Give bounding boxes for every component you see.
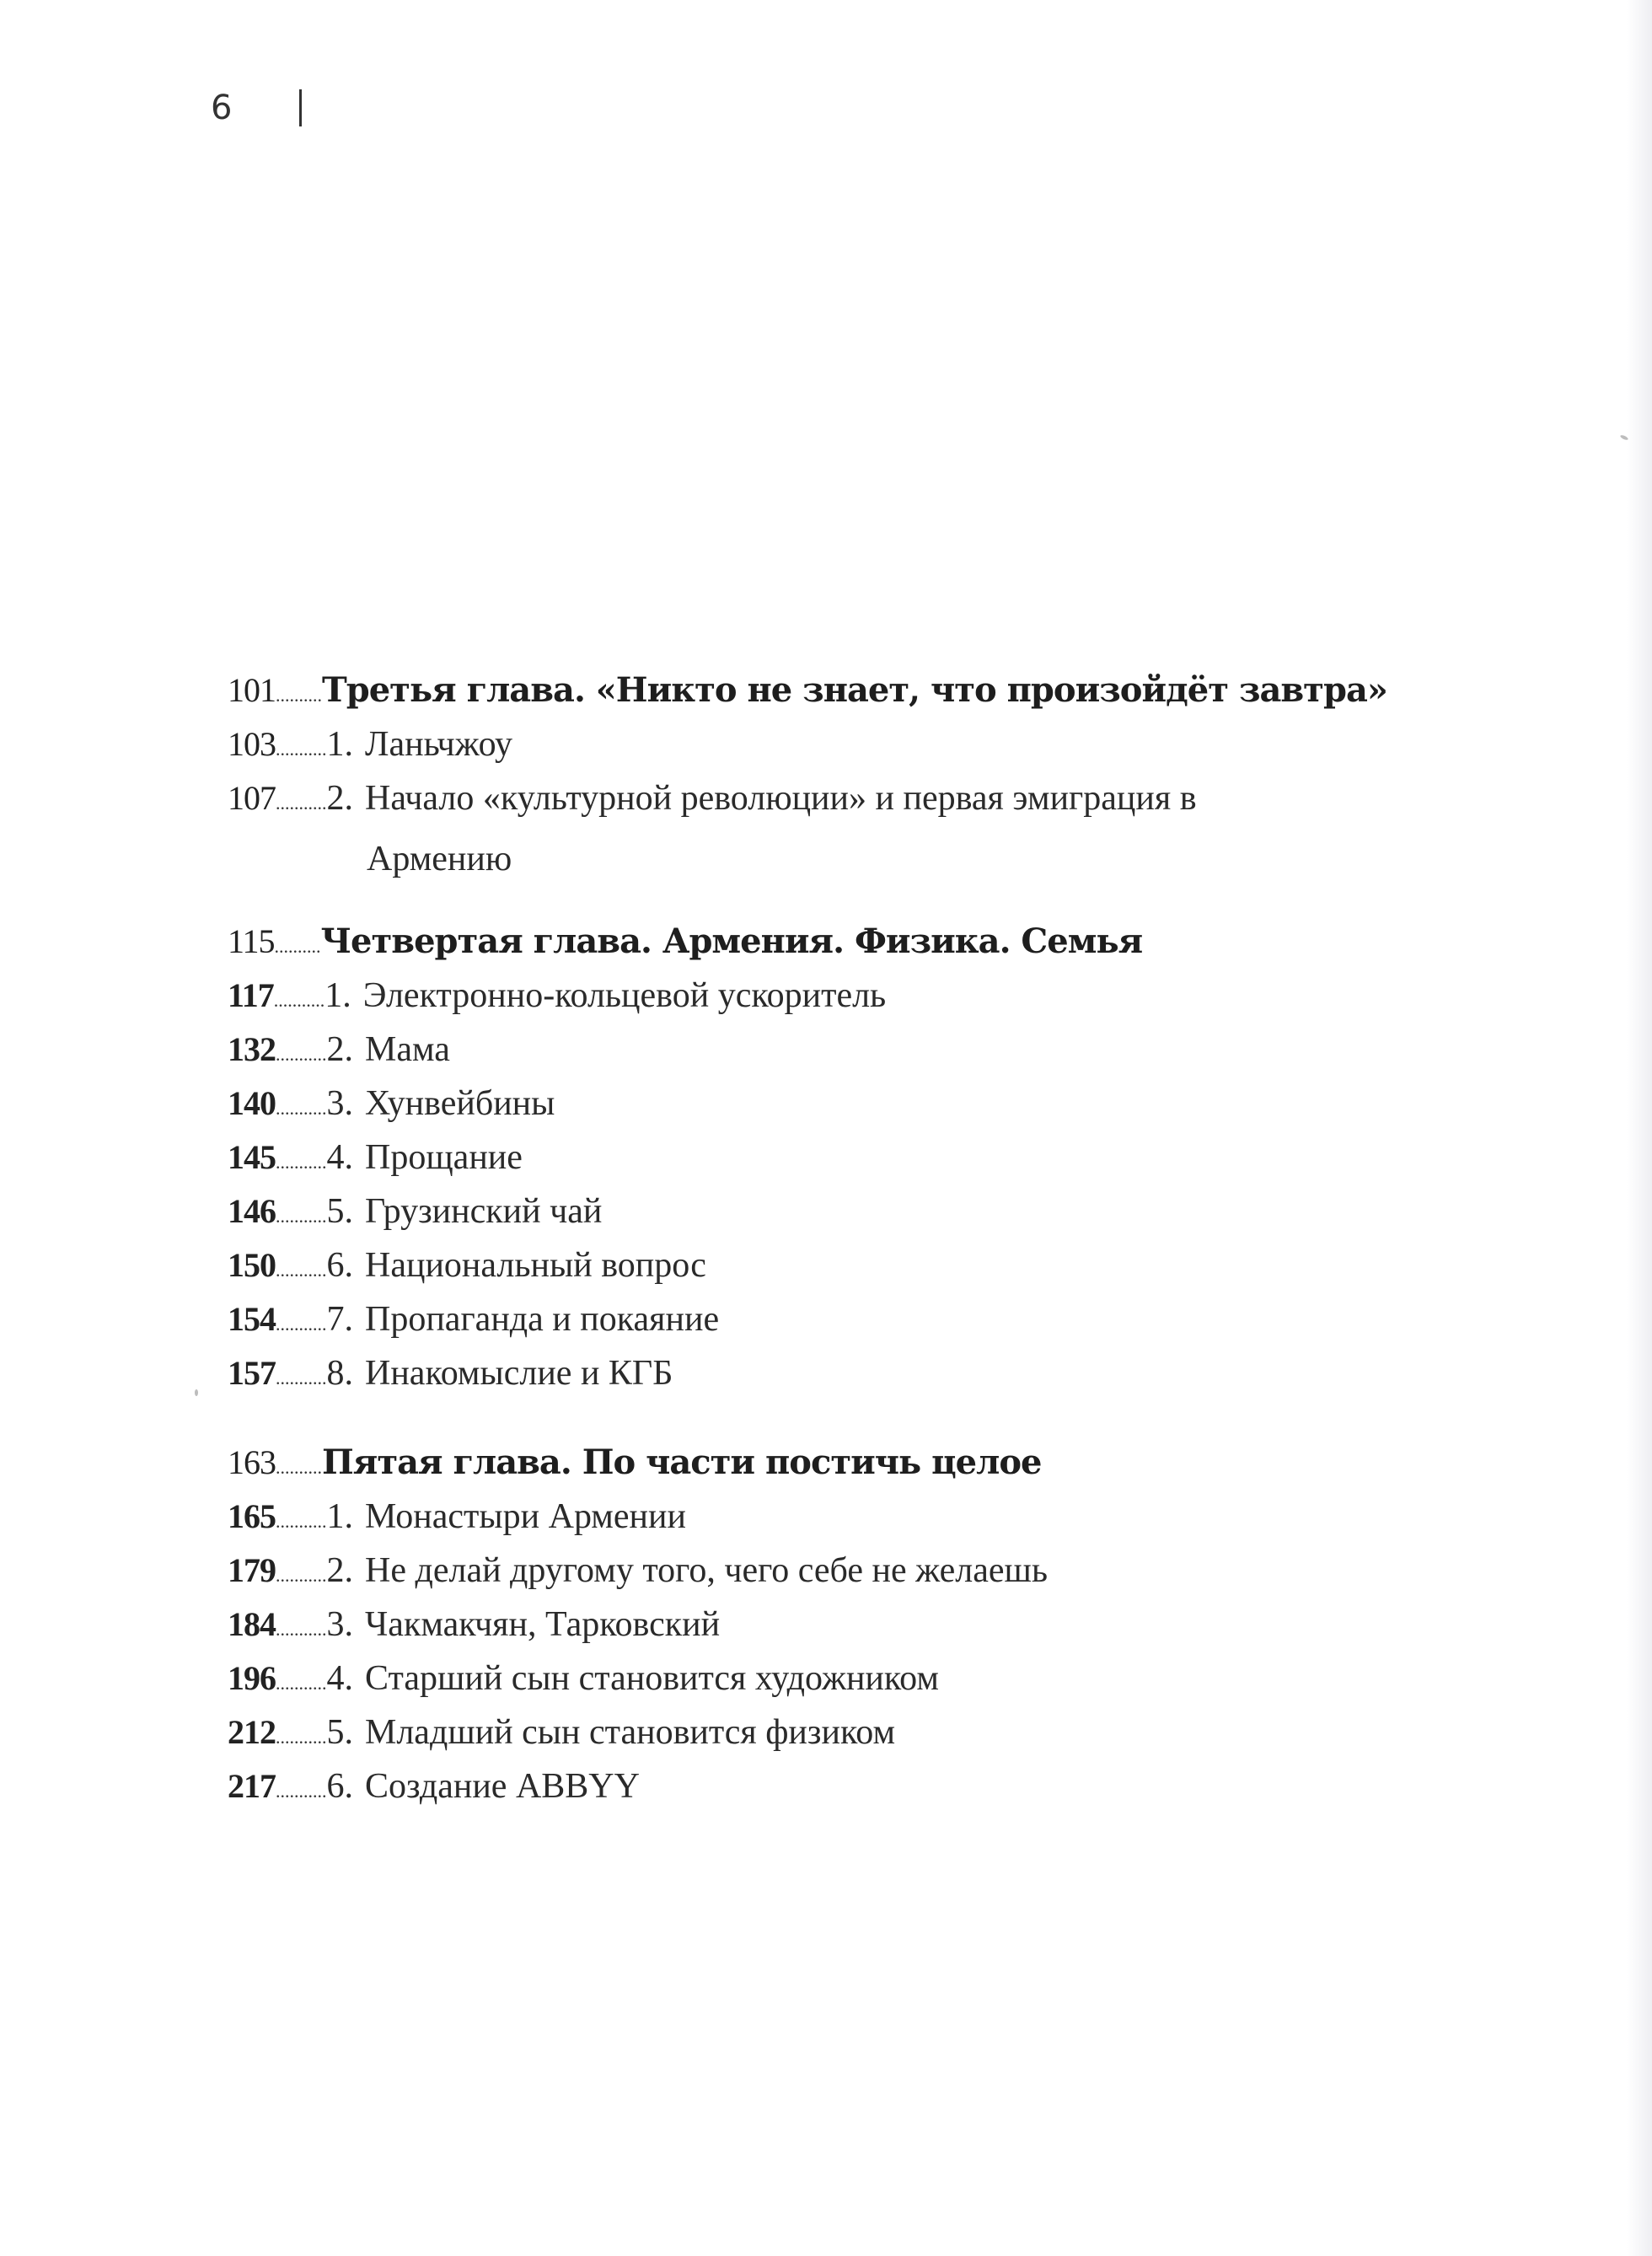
toc-section-title: Мама [365, 1030, 450, 1069]
toc-section[interactable] [228, 1245, 1492, 1299]
toc-section[interactable] [228, 1712, 1492, 1766]
toc-section-title: Создание ABBYY [365, 1767, 640, 1806]
toc-page-number: 212 [228, 1713, 276, 1751]
toc-section-title: Младший сын становится физиком [365, 1713, 896, 1752]
toc-leader-dots: ........... [276, 1619, 327, 1640]
toc-section-index: 4. [326, 1659, 353, 1698]
toc-leader-dots: .......... [276, 1457, 322, 1478]
toc-leader-dots: .......... [276, 685, 322, 706]
toc-page-number: 103 [228, 725, 276, 763]
toc-chapter-3 [228, 670, 1492, 886]
toc-page-number: 163 [228, 1443, 276, 1481]
toc-chapter-title: Пятая глава. По части постичь целое [322, 1442, 1042, 1482]
toc-section-index: 3. [326, 1084, 353, 1123]
page-edge-shadow [1627, 0, 1652, 2256]
toc-chapter-5 [228, 1442, 1492, 1820]
toc-page-number: 196 [228, 1659, 276, 1697]
toc-page-number: 117 [228, 976, 274, 1014]
toc-page-number: 179 [228, 1551, 276, 1589]
toc-page-number: 184 [228, 1605, 276, 1643]
toc-leader-dots: ........... [276, 1367, 327, 1389]
toc-section-title: Национальный вопрос [365, 1246, 706, 1285]
toc-leader-dots: ........... [276, 1044, 327, 1065]
toc-page-number: 107 [228, 779, 276, 817]
toc-section-index: 2. [326, 1551, 353, 1590]
toc-page-number: 145 [228, 1138, 276, 1176]
toc-page-number: 115 [228, 922, 275, 960]
toc-section-title: Пропаганда и покаяние [365, 1300, 720, 1339]
toc-leader-dots: ........... [276, 1565, 327, 1586]
toc-leader-dots: ........... [276, 1313, 327, 1335]
toc-leader-dots: ........... [276, 1511, 327, 1532]
toc-section-index: 5. [326, 1192, 353, 1231]
toc-section-title: Начало «культурной революции» и первая эмиграция в [365, 779, 1197, 818]
header-divider [299, 89, 302, 126]
scan-speck [195, 1389, 198, 1396]
toc-section-index: 1. [326, 725, 353, 764]
toc-section-title: Чакмакчян, Тарковский [365, 1605, 721, 1644]
toc-page-number: 217 [228, 1767, 276, 1805]
toc-leader-dots: ........... [276, 1727, 327, 1748]
page-number: 6 [211, 89, 233, 127]
toc-page-number: 157 [228, 1354, 276, 1392]
toc-page-number: 154 [228, 1300, 276, 1338]
toc-section-index: 8. [326, 1354, 353, 1393]
toc-section-title: Ланьчжоу [365, 725, 513, 764]
table-of-contents [228, 670, 1492, 1856]
toc-section-title: Инакомыслие и КГБ [365, 1354, 673, 1393]
toc-chapter-heading[interactable] [228, 670, 1492, 724]
toc-section[interactable] [228, 975, 1492, 1029]
toc-chapter-title: Четвертая глава. Армения. Физика. Семья [320, 921, 1143, 961]
toc-page-number: 140 [228, 1084, 276, 1122]
toc-section-title: Монастыри Армении [365, 1497, 686, 1536]
toc-section-index: 3. [326, 1605, 353, 1644]
toc-section[interactable] [228, 1029, 1492, 1083]
toc-section[interactable] [228, 1137, 1492, 1191]
toc-page-number: 150 [228, 1246, 276, 1284]
toc-section-index: 1. [326, 1497, 353, 1536]
toc-section[interactable] [228, 1083, 1492, 1137]
toc-section[interactable] [228, 1604, 1492, 1658]
toc-chapter-heading[interactable] [228, 921, 1492, 975]
toc-section-index: 6. [326, 1767, 353, 1806]
toc-section[interactable] [228, 1353, 1492, 1407]
toc-leader-dots: ........... [276, 1152, 327, 1173]
toc-leader-dots: ........... [276, 1673, 327, 1694]
toc-page-number: 146 [228, 1192, 276, 1230]
toc-section-index: 5. [326, 1713, 353, 1752]
toc-section[interactable] [228, 1496, 1492, 1550]
toc-page-number: 132 [228, 1030, 276, 1068]
toc-section-title: Прощание [365, 1138, 523, 1177]
toc-chapter-4 [228, 921, 1492, 1407]
toc-leader-dots: ........... [273, 990, 325, 1011]
toc-section[interactable] [228, 778, 1492, 832]
toc-section-title: Грузинский чай [365, 1192, 603, 1231]
toc-chapter-heading[interactable] [228, 1442, 1492, 1496]
toc-section-index: 6. [326, 1246, 353, 1285]
toc-chapter-title: Третья глава. «Никто не знает, что произойдёт завтра» [322, 670, 1387, 710]
toc-section-title: Хунвейбины [365, 1084, 555, 1123]
toc-page-number: 101 [228, 671, 276, 709]
toc-section-index: 1. [324, 976, 351, 1015]
toc-leader-dots: ........... [276, 739, 327, 760]
toc-section-title: Старший сын становится художником [365, 1659, 939, 1698]
toc-section-index: 2. [326, 1030, 353, 1069]
toc-section[interactable] [228, 1299, 1492, 1353]
toc-leader-dots: ........... [276, 1781, 327, 1802]
toc-section[interactable] [228, 1550, 1492, 1604]
toc-leader-dots: ........... [276, 792, 327, 814]
toc-section[interactable] [228, 1658, 1492, 1712]
toc-section-index: 7. [326, 1300, 353, 1339]
toc-section[interactable] [228, 1766, 1492, 1820]
toc-leader-dots: ........... [276, 1098, 327, 1119]
toc-section[interactable] [228, 1191, 1492, 1245]
toc-page-number: 165 [228, 1497, 276, 1535]
toc-section-title: Не делай другому того, чего себе не желаешь [365, 1551, 1048, 1590]
toc-section-index: 4. [326, 1138, 353, 1177]
toc-section[interactable] [228, 724, 1492, 778]
toc-leader-dots: ........... [276, 1206, 327, 1227]
toc-section-title-continuation: Армению [367, 840, 512, 878]
toc-leader-dots: ........... [276, 1260, 327, 1281]
toc-section-index: 2. [326, 779, 353, 818]
toc-leader-dots: .......... [274, 936, 321, 957]
toc-section-title: Электронно-кольцевой ускоритель [362, 976, 887, 1015]
